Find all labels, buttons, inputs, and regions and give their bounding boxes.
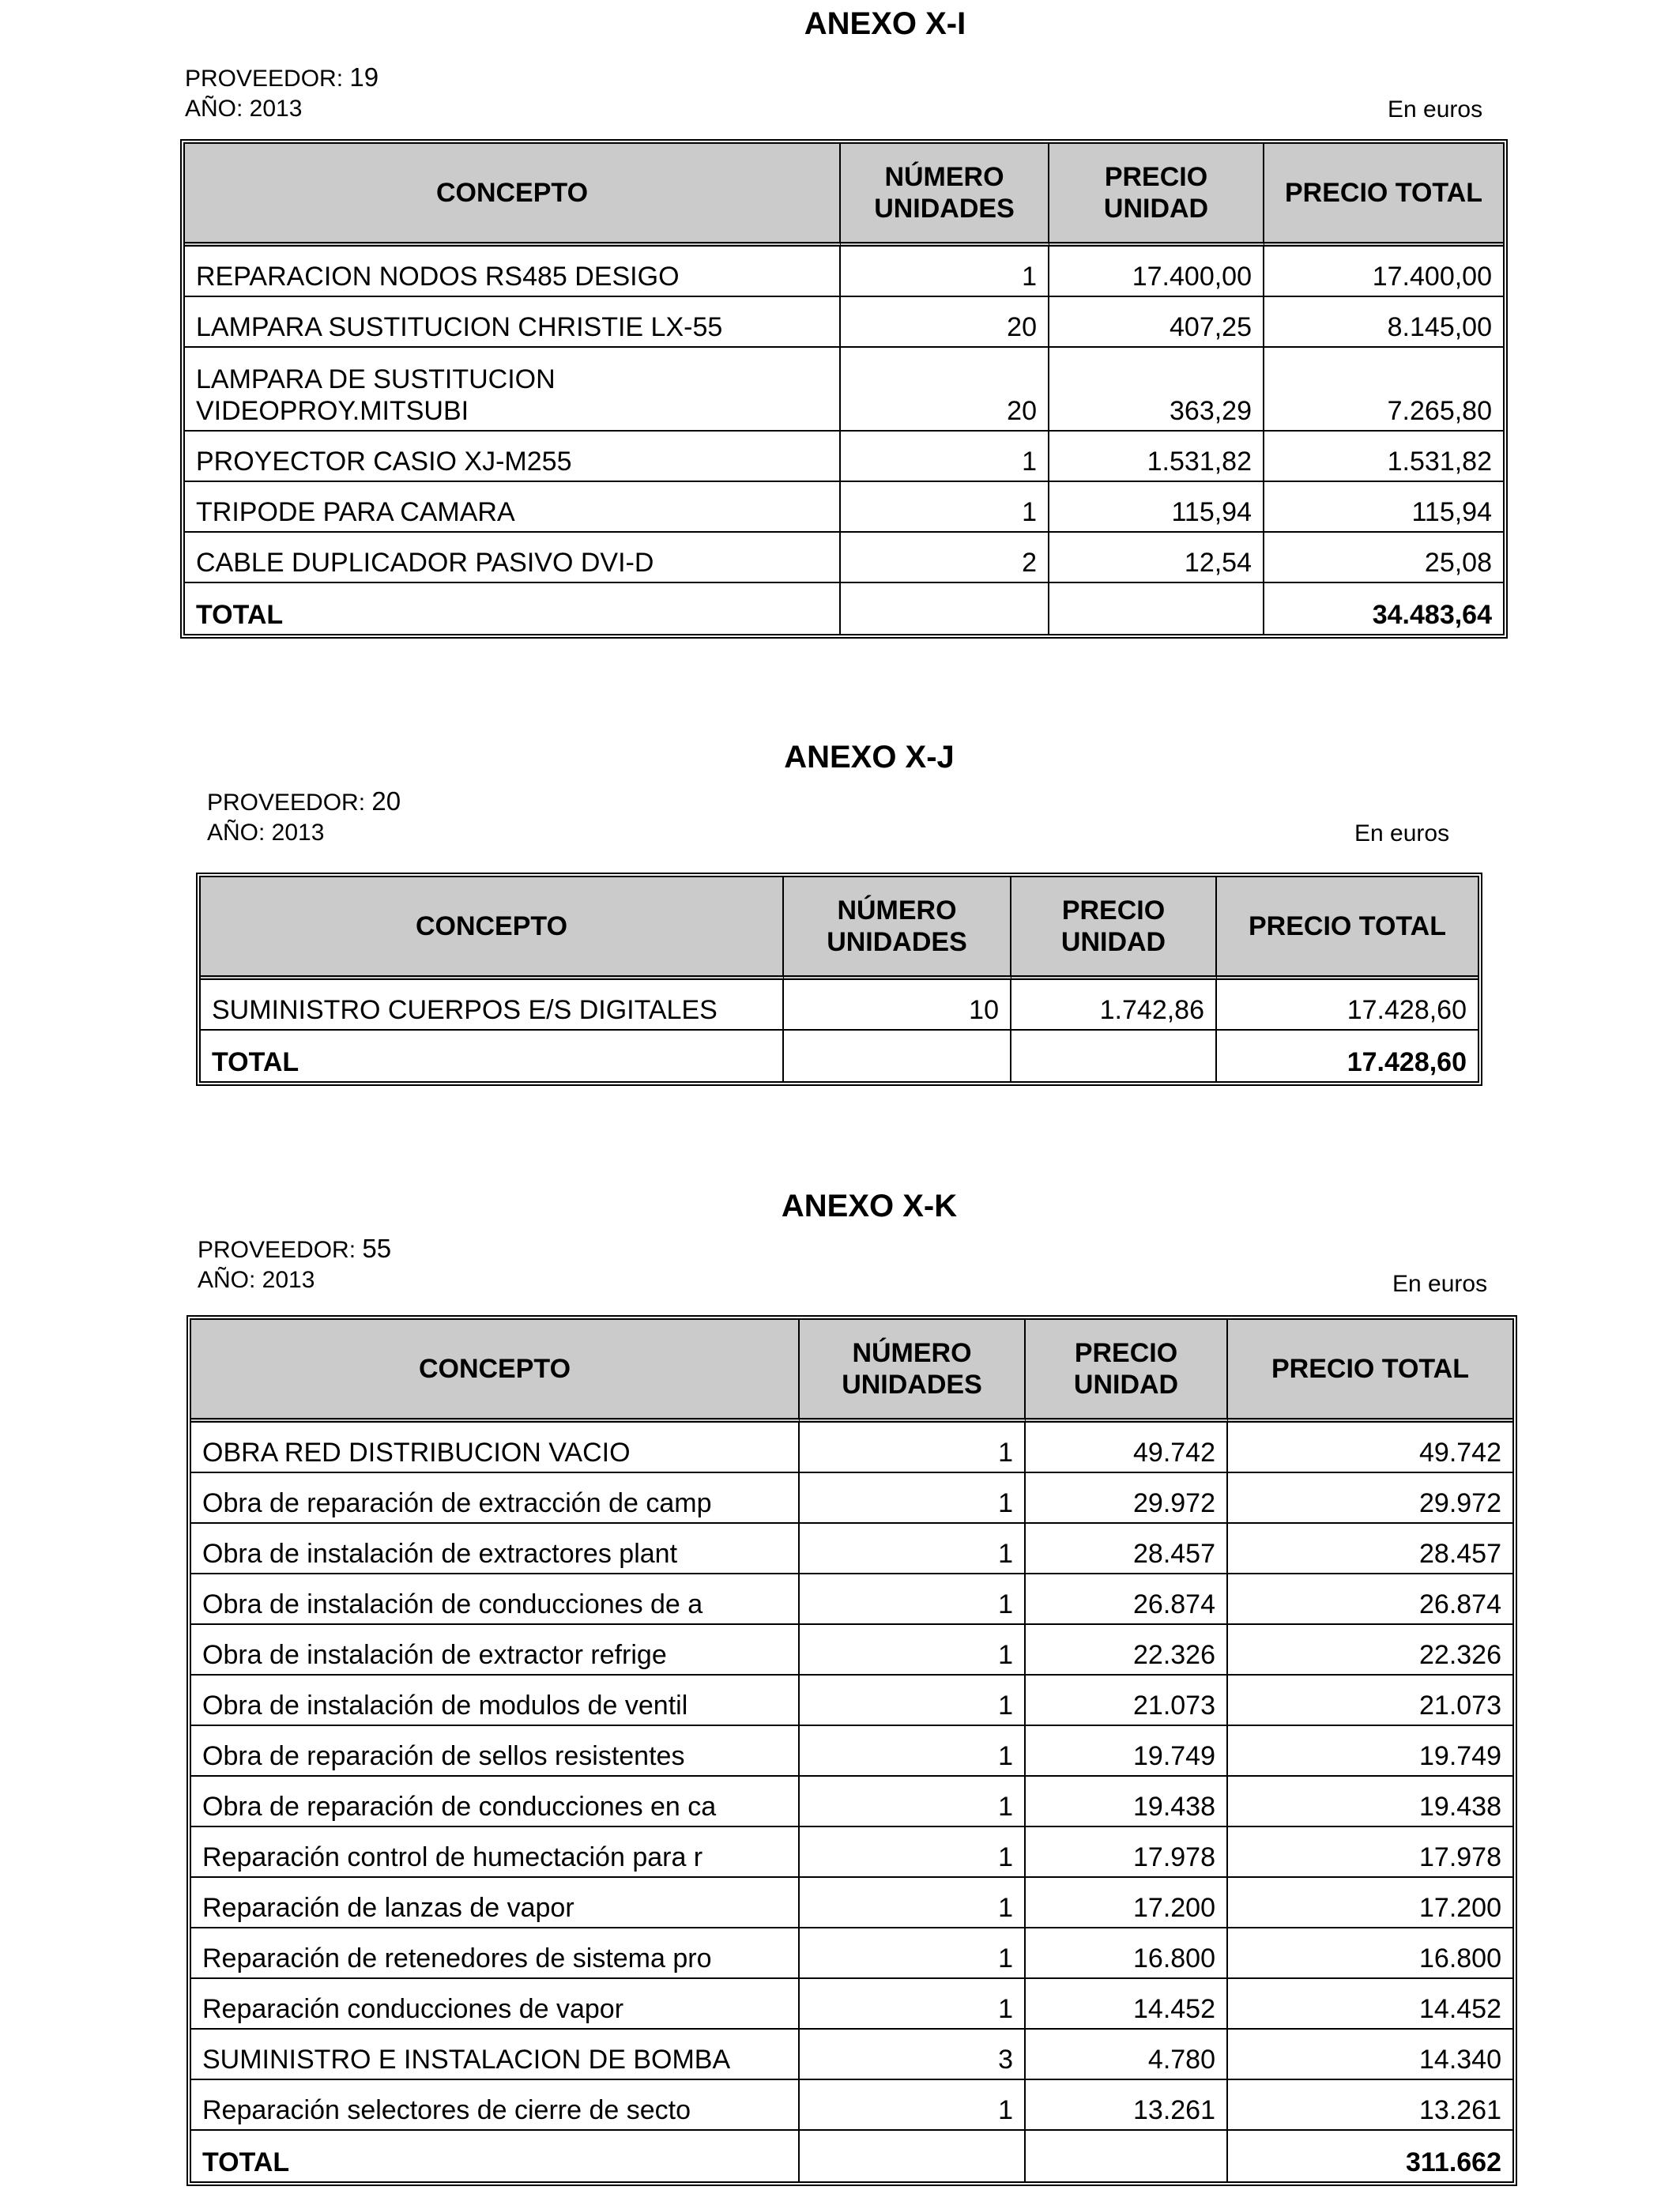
anexo-title: ANEXO X-I [804,6,966,41]
cell-precio-total: 26.874 [1228,1574,1512,1625]
cell-precio-unidad: 12,54 [1049,533,1264,583]
anexo-title: ANEXO X-J [784,740,955,775]
cell-concepto: LAMPARA DE SUSTITUCION VIDEOPROY.MITSUBI [185,348,841,432]
cell-precio-total: 17.978 [1228,1827,1512,1878]
cell-concepto: Obra de instalación de extractor refrige [191,1625,800,1676]
table-row [191,1928,1512,1979]
cell-precio-total: 14.340 [1228,2030,1512,2080]
cell-precio-unidad: 28.457 [1026,1524,1228,1574]
anio-line: AÑO: 2013 [198,1267,315,1293]
cell-unidades: 1 [800,1726,1026,1777]
cell-precio-unidad: 13.261 [1026,2080,1228,2131]
cell-unidades: 10 [784,980,1011,1031]
cell-concepto: REPARACION NODOS RS485 DESIGO [185,247,841,297]
total-row [191,2131,1512,2181]
cell-unidades: 3 [800,2030,1026,2080]
currency-note: En euros [1354,820,1450,846]
cell-unidades: 1 [800,1827,1026,1878]
table-row [185,482,1503,533]
cell-precio-unidad: 22.326 [1026,1625,1228,1676]
cell-concepto: OBRA RED DISTRIBUCION VACIO [191,1423,800,1473]
cell-precio-total: 28.457 [1228,1524,1512,1574]
cell-concepto: SUMINISTRO CUERPOS E/S DIGITALES [201,980,784,1031]
cell-unidades: 1 [800,1676,1026,1726]
cell-unidades: 1 [800,1928,1026,1979]
table-row [185,247,1503,297]
cell-concepto: CABLE DUPLICADOR PASIVO DVI-D [185,533,841,583]
cell-unidades: 1 [800,1574,1026,1625]
total-value: 311.662 [1405,2147,1501,2177]
table-row [191,1777,1512,1827]
total-label: TOTAL [201,1031,784,1081]
cell-unidades: 2 [841,533,1049,583]
cell-precio-unidad: 16.800 [1026,1928,1228,1979]
anexo-table [180,139,1508,639]
table-row [185,432,1503,482]
proveedor-line [207,786,401,819]
cell-precio-total: 19.438 [1228,1777,1512,1827]
currency-note: En euros [1388,96,1483,123]
anio-line: AÑO: 2013 [207,820,325,846]
cell-precio-unidad: 49.742 [1026,1423,1228,1473]
header-precio-unidad: PRECIO UNIDAD [1049,144,1264,247]
cell-unidades: 1 [800,1473,1026,1524]
cell-precio-unidad: 14.452 [1026,1979,1228,2030]
cell-precio-total: 25,08 [1264,533,1503,583]
table-row [191,1625,1512,1676]
table-row [185,297,1503,348]
total-value: 17.428,60 [1347,1047,1467,1077]
cell-concepto: Obra de instalación de extractores plant [191,1524,800,1574]
table-row [185,348,1503,432]
total-row [201,1031,1478,1081]
cell-concepto: Reparación de retenedores de sistema pro [191,1928,800,1979]
cell-unidades: 1 [800,1524,1026,1574]
table-row [191,1827,1512,1878]
table-row [191,1676,1512,1726]
anexo-table [196,873,1482,1086]
cell-precio-unidad: 17.200 [1026,1878,1228,1928]
header-precio-total: PRECIO TOTAL [1264,144,1503,247]
table-row [191,2030,1512,2080]
header-precio-total: PRECIO TOTAL [1217,877,1478,980]
table-header [191,1320,1512,1423]
cell-precio-unidad: 407,25 [1049,297,1264,348]
table-row [191,1574,1512,1625]
header-concepto: CONCEPTO [201,877,784,980]
cell-concepto: Obra de reparación de extracción de camp [191,1473,800,1524]
cell-precio-total: 22.326 [1228,1625,1512,1676]
cell-precio-total: 29.972 [1228,1473,1512,1524]
proveedor-label: PROVEEDOR: [198,1237,356,1263]
proveedor-number: 20 [371,786,401,816]
cell-concepto: Obra de reparación de sellos resistentes [191,1726,800,1777]
cell-precio-unidad: 17.978 [1026,1827,1228,1878]
proveedor-label: PROVEEDOR: [185,66,344,92]
cell-precio-unidad: 29.972 [1026,1473,1228,1524]
proveedor-number: 55 [362,1234,392,1263]
cell-precio-total: 19.749 [1228,1726,1512,1777]
cell-precio-total: 115,94 [1264,482,1503,533]
cell-unidades: 1 [800,1625,1026,1676]
cell-precio-total: 21.073 [1228,1676,1512,1726]
total-row [185,583,1503,634]
currency-note: En euros [1392,1271,1488,1297]
header-precio-total: PRECIO TOTAL [1228,1320,1512,1423]
cell-unidades: 1 [800,1423,1026,1473]
cell-precio-unidad: 19.438 [1026,1777,1228,1827]
cell-unidades: 1 [841,247,1049,297]
table-row [191,1979,1512,2030]
cell-precio-total: 7.265,80 [1264,348,1503,432]
cell-precio-total: 49.742 [1228,1423,1512,1473]
cell-precio-unidad: 1.531,82 [1049,432,1264,482]
cell-concepto: Reparación conducciones de vapor [191,1979,800,2030]
total-label: TOTAL [185,583,841,634]
header-precio-unidad: PRECIO UNIDAD [1011,877,1217,980]
cell-unidades: 1 [800,1878,1026,1928]
cell-precio-unidad: 4.780 [1026,2030,1228,2080]
table-row [201,980,1478,1031]
cell-precio-total: 17.428,60 [1217,980,1478,1031]
cell-precio-unidad: 19.749 [1026,1726,1228,1777]
header-unidades: NÚMERO UNIDADES [841,144,1049,247]
table-row [191,1726,1512,1777]
total-label: TOTAL [191,2131,800,2181]
proveedor-line [185,62,379,95]
cell-unidades: 20 [841,348,1049,432]
header-unidades: NÚMERO UNIDADES [800,1320,1026,1423]
table-row [191,1878,1512,1928]
cell-unidades: 1 [800,1777,1026,1827]
cell-unidades: 1 [841,432,1049,482]
cell-precio-unidad: 26.874 [1026,1574,1228,1625]
header-precio-unidad: PRECIO UNIDAD [1026,1320,1228,1423]
proveedor-label: PROVEEDOR: [207,790,366,816]
cell-precio-total: 13.261 [1228,2080,1512,2131]
table-row [191,1473,1512,1524]
cell-precio-unidad: 363,29 [1049,348,1264,432]
cell-concepto: Reparación selectores de cierre de secto [191,2080,800,2131]
cell-unidades: 1 [841,482,1049,533]
cell-concepto: PROYECTOR CASIO XJ-M255 [185,432,841,482]
cell-precio-total: 16.800 [1228,1928,1512,1979]
table-row [191,1524,1512,1574]
cell-concepto: LAMPARA SUSTITUCION CHRISTIE LX-55 [185,297,841,348]
cell-precio-total: 17.400,00 [1264,247,1503,297]
cell-concepto: SUMINISTRO E INSTALACION DE BOMBA [191,2030,800,2080]
table-header [185,144,1503,247]
proveedor-number: 19 [349,62,379,92]
cell-concepto: Obra de instalación de modulos de ventil [191,1676,800,1726]
table-row [191,1423,1512,1473]
cell-concepto: Reparación de lanzas de vapor [191,1878,800,1928]
cell-precio-unidad: 17.400,00 [1049,247,1264,297]
table-header [201,877,1478,980]
cell-precio-unidad: 1.742,86 [1011,980,1217,1031]
table-row [191,2080,1512,2131]
cell-precio-unidad: 21.073 [1026,1676,1228,1726]
cell-unidades: 20 [841,297,1049,348]
header-concepto: CONCEPTO [191,1320,800,1423]
cell-precio-unidad: 115,94 [1049,482,1264,533]
cell-precio-total: 1.531,82 [1264,432,1503,482]
anexo-table [186,1315,1517,2186]
cell-unidades: 1 [800,1979,1026,2030]
cell-precio-total: 8.145,00 [1264,297,1503,348]
anexo-title: ANEXO X-K [781,1189,958,1223]
proveedor-line [198,1233,391,1266]
cell-unidades: 1 [800,2080,1026,2131]
cell-concepto: Obra de reparación de conducciones en ca [191,1777,800,1827]
cell-precio-total: 14.452 [1228,1979,1512,2030]
cell-concepto: Obra de instalación de conducciones de a [191,1574,800,1625]
cell-concepto: TRIPODE PARA CAMARA [185,482,841,533]
total-value: 34.483,64 [1372,600,1492,630]
header-unidades: NÚMERO UNIDADES [784,877,1011,980]
header-concepto: CONCEPTO [185,144,841,247]
cell-concepto: Reparación control de humectación para r [191,1827,800,1878]
table-row [185,533,1503,583]
cell-precio-total: 17.200 [1228,1878,1512,1928]
anio-line: AÑO: 2013 [185,96,303,122]
